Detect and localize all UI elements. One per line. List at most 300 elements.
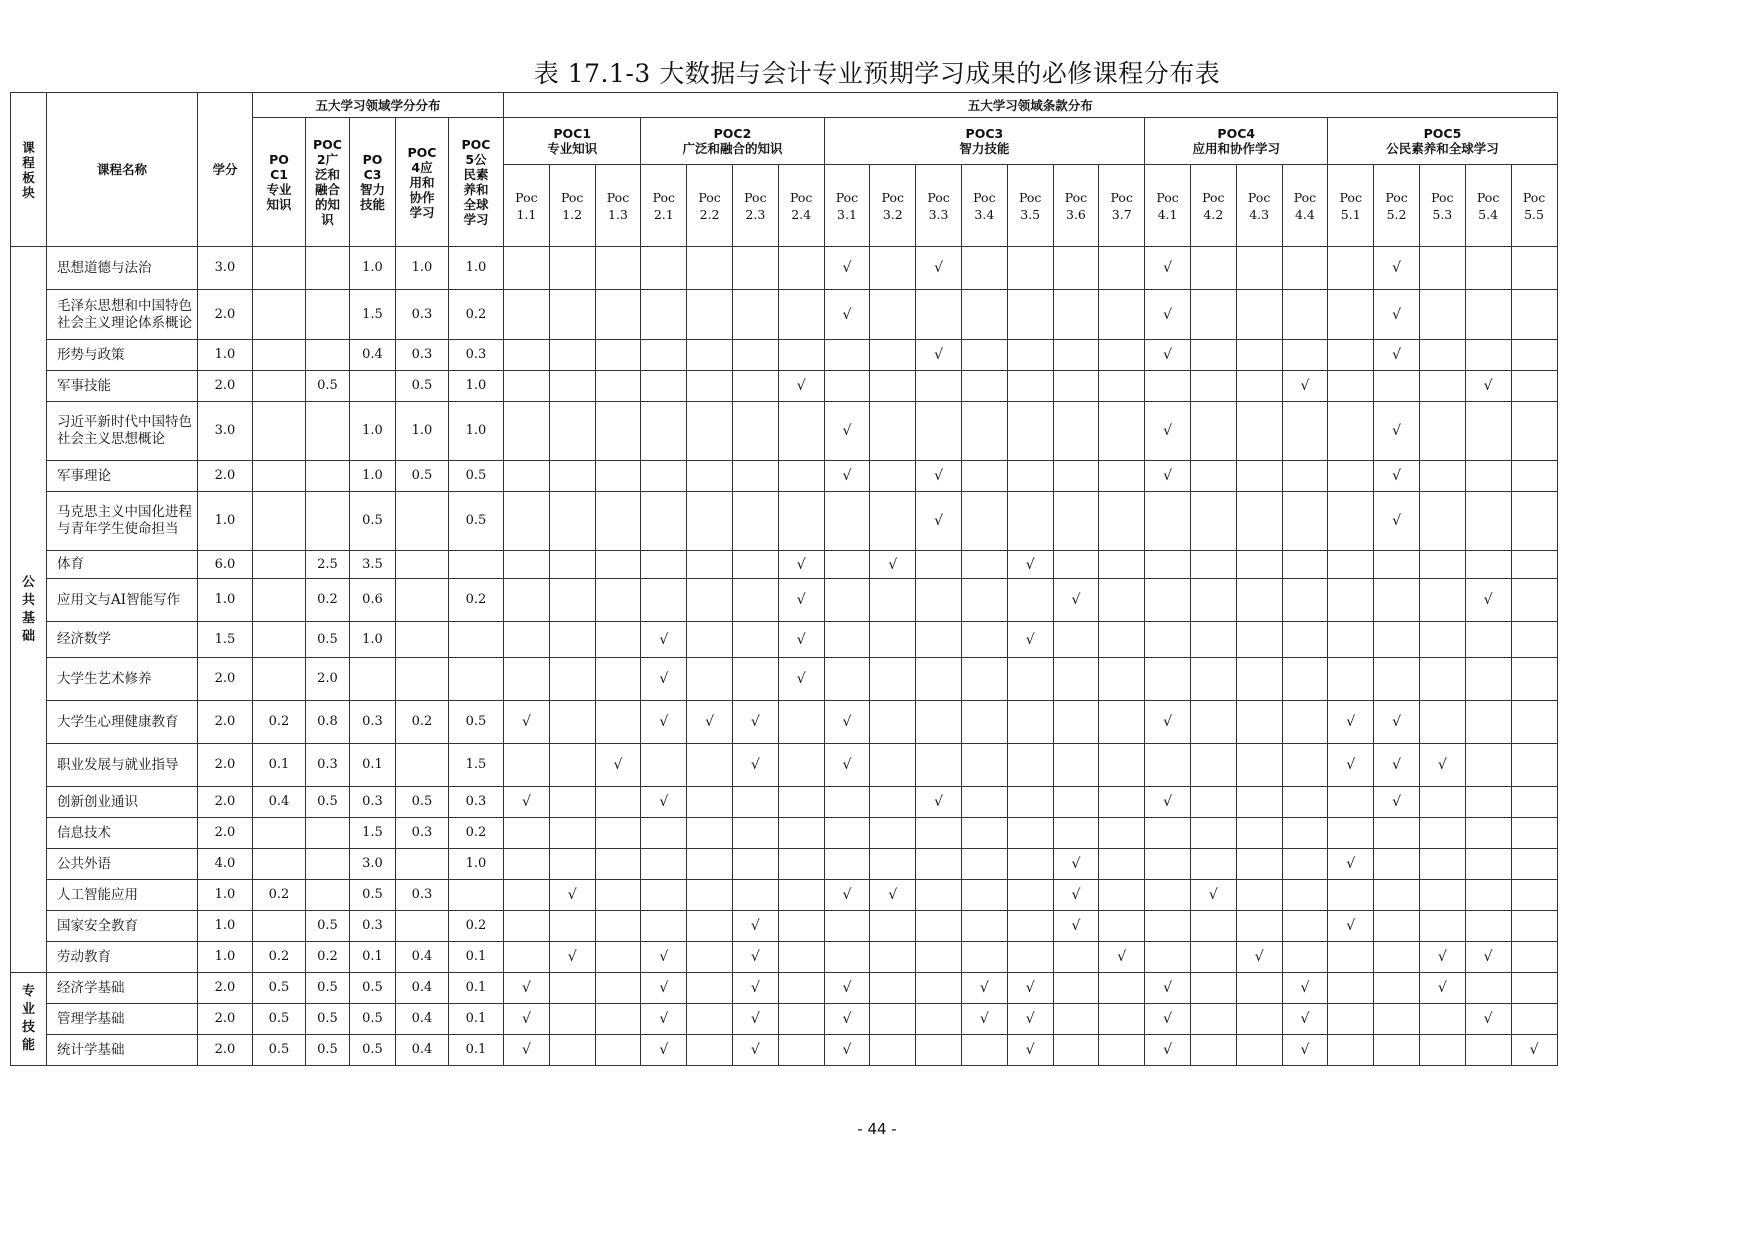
poc-check-cell — [824, 880, 870, 911]
poc-check-cell — [1190, 247, 1236, 290]
credit-dist-cell: 0.3 — [306, 744, 350, 787]
poc-check-cell — [1236, 247, 1282, 290]
poc-check-cell — [1007, 371, 1053, 402]
poc-check-cell — [824, 658, 870, 701]
course-name: 毛泽东思想和中国特色社会主义理论体系概论 — [47, 290, 198, 340]
poc-check-cell — [549, 340, 595, 371]
group-code: POC3 — [965, 126, 1004, 141]
credit-dist-cell: 0.5 — [396, 371, 449, 402]
group-name: 广泛和融合的知识 — [682, 141, 783, 156]
poc-check-cell — [641, 551, 687, 579]
credit-dist-cell: 3.5 — [350, 551, 396, 579]
credit-dist-cell — [253, 579, 306, 622]
check-mark: √ — [1392, 423, 1401, 439]
poc-check-cell — [1282, 492, 1328, 551]
poc-check-cell — [595, 402, 641, 461]
sub-label: Poc 2.2 — [698, 189, 721, 222]
poc-check-cell — [732, 911, 778, 942]
header-sub-poc-3-4 — [961, 165, 1007, 247]
header-sub-poc-4-1 — [1145, 165, 1191, 247]
poc-check-cell — [1511, 701, 1557, 744]
check-mark: √ — [1437, 949, 1447, 965]
course-block-label — [11, 973, 47, 1066]
check-mark: √ — [842, 757, 852, 773]
credit-dist-cell: 0.1 — [253, 744, 306, 787]
check-mark: √ — [842, 887, 852, 903]
poc-check-cell — [1053, 492, 1099, 551]
course-name: 习近平新时代中国特色社会主义思想概论 — [47, 402, 198, 461]
check-mark: √ — [1437, 757, 1447, 773]
poc-check-cell — [1328, 551, 1374, 579]
poc-check-cell — [916, 744, 962, 787]
poc-check-cell — [595, 849, 641, 880]
poc-check-cell — [961, 744, 1007, 787]
poc-check-cell — [1145, 744, 1191, 787]
check-mark: √ — [1025, 1011, 1035, 1027]
poc-check-cell — [1374, 787, 1420, 818]
poc-check-cell — [1419, 744, 1465, 787]
course-credit: 2.0 — [198, 701, 253, 744]
poc-check-cell — [1511, 492, 1557, 551]
poc-check-cell — [1465, 1004, 1511, 1035]
poc-check-cell — [1099, 942, 1145, 973]
poc-check-cell — [1282, 1035, 1328, 1066]
credit-dist-cell — [396, 911, 449, 942]
header-sub-poc-2-4 — [778, 165, 824, 247]
sub-label: Poc 3.5 — [1018, 189, 1042, 222]
poc-check-cell — [961, 880, 1007, 911]
credit-dist-cell: 0.3 — [396, 818, 449, 849]
poc-check-cell — [1099, 1004, 1145, 1035]
poc-check-cell — [549, 787, 595, 818]
poc-check-cell — [1465, 247, 1511, 290]
header-credits: 学分 — [198, 93, 253, 247]
sub-label: Poc 3.7 — [1110, 189, 1133, 222]
poc-check-cell — [687, 579, 733, 622]
table-row — [11, 1035, 1558, 1066]
table-row — [11, 787, 1558, 818]
credit-dist-cell: 0.2 — [253, 942, 306, 973]
poc-check-cell — [1145, 701, 1191, 744]
course-name: 管理学基础 — [47, 1004, 198, 1035]
poc-check-cell — [1145, 911, 1191, 942]
header-text: POC1专业知识 — [266, 152, 292, 212]
sub-label: Poc 3.4 — [973, 189, 996, 222]
poc-check-cell — [1282, 701, 1328, 744]
poc-check-cell — [1328, 622, 1374, 658]
poc-check-cell — [1099, 492, 1145, 551]
course-name: 马克思主义中国化进程与青年学生使命担当 — [47, 492, 198, 551]
poc-check-cell — [549, 579, 595, 622]
poc-check-cell — [1007, 461, 1053, 492]
poc-check-cell — [1190, 340, 1236, 371]
poc-check-cell — [549, 849, 595, 880]
poc-check-cell — [824, 744, 870, 787]
poc-check-cell — [1190, 942, 1236, 973]
credit-dist-cell: 1.0 — [396, 247, 449, 290]
check-mark: √ — [1392, 757, 1401, 773]
poc-check-cell — [824, 340, 870, 371]
poc-check-cell — [1236, 622, 1282, 658]
sub-label: Poc 1.2 — [560, 189, 584, 222]
poc-check-cell — [1053, 551, 1099, 579]
course-credit: 1.0 — [198, 911, 253, 942]
credit-dist-cell: 0.5 — [449, 461, 504, 492]
credit-dist-cell: 0.1 — [350, 744, 396, 787]
header-sub-poc-2-1 — [641, 165, 687, 247]
poc-check-cell — [961, 461, 1007, 492]
credit-dist-cell: 0.2 — [396, 701, 449, 744]
credit-dist-cell — [253, 492, 306, 551]
table-row — [11, 551, 1558, 579]
poc-check-cell — [504, 1004, 550, 1035]
sub-label: Poc 5.4 — [1476, 189, 1500, 222]
poc-check-cell — [1007, 1035, 1053, 1066]
poc-check-cell — [1099, 1035, 1145, 1066]
course-name: 体育 — [47, 551, 198, 579]
poc-check-cell — [1465, 1035, 1511, 1066]
poc-check-cell — [1007, 492, 1053, 551]
poc-check-cell — [732, 658, 778, 701]
poc-check-cell — [916, 658, 962, 701]
poc-check-cell — [961, 911, 1007, 942]
poc-check-cell — [1328, 461, 1374, 492]
poc-check-cell — [916, 1004, 962, 1035]
poc-check-cell — [1053, 787, 1099, 818]
poc-check-cell — [778, 942, 824, 973]
poc-check-cell — [1374, 1004, 1420, 1035]
poc-check-cell — [595, 787, 641, 818]
credit-dist-cell: 0.2 — [253, 701, 306, 744]
poc-check-cell — [961, 492, 1007, 551]
table-row — [11, 744, 1558, 787]
group-name: 公民素养和全球学习 — [1386, 141, 1499, 156]
check-mark: √ — [750, 1011, 760, 1027]
check-mark: √ — [659, 631, 669, 648]
header-sub-poc-5-5 — [1511, 165, 1557, 247]
poc-check-cell — [732, 818, 778, 849]
course-credit: 2.0 — [198, 787, 253, 818]
check-mark: √ — [659, 1011, 669, 1027]
sub-label: Poc 4.2 — [1202, 189, 1225, 222]
poc-check-cell — [1145, 551, 1191, 579]
poc-check-cell — [1053, 911, 1099, 942]
table-row — [11, 701, 1558, 744]
poc-check-cell — [1328, 973, 1374, 1004]
poc-check-cell — [549, 942, 595, 973]
poc-check-cell — [961, 818, 1007, 849]
poc-check-cell — [824, 1004, 870, 1035]
group-code: POC1 — [553, 126, 592, 141]
credit-dist-cell: 0.5 — [306, 622, 350, 658]
poc-check-cell — [504, 744, 550, 787]
poc-check-cell — [732, 701, 778, 744]
table-title: 表 17.1-3 大数据与会计专业预期学习成果的必修课程分布表 — [533, 59, 1221, 88]
table-row — [11, 973, 1558, 1004]
credit-dist-cell — [306, 340, 350, 371]
check-mark: √ — [1346, 714, 1356, 730]
poc-check-cell — [1099, 818, 1145, 849]
poc-check-cell — [1007, 658, 1053, 701]
poc-check-cell — [1374, 1035, 1420, 1066]
table-row — [11, 371, 1558, 402]
poc-check-cell — [687, 290, 733, 340]
credit-dist-cell: 0.5 — [350, 973, 396, 1004]
poc-check-cell — [1465, 579, 1511, 622]
poc-check-cell — [1190, 849, 1236, 880]
poc-check-cell — [1419, 492, 1465, 551]
poc-check-cell — [778, 818, 824, 849]
poc-check-cell — [1465, 402, 1511, 461]
credit-dist-cell — [396, 551, 449, 579]
poc-check-cell — [1099, 701, 1145, 744]
header-sub-poc-3-1 — [824, 165, 870, 247]
poc-check-cell — [595, 290, 641, 340]
poc-check-cell — [1190, 622, 1236, 658]
poc-check-cell — [870, 942, 916, 973]
header-sub-poc-3-2 — [870, 165, 916, 247]
course-name: 军事技能 — [47, 371, 198, 402]
poc-check-cell — [549, 492, 595, 551]
poc-check-cell — [1374, 371, 1420, 402]
poc-check-cell — [687, 247, 733, 290]
poc-check-cell — [1145, 818, 1191, 849]
credit-dist-cell — [306, 849, 350, 880]
poc-check-cell — [504, 622, 550, 658]
poc-check-cell — [1465, 290, 1511, 340]
credit-dist-cell — [396, 744, 449, 787]
poc-check-cell — [778, 461, 824, 492]
poc-check-cell — [778, 340, 824, 371]
poc-check-cell — [1007, 579, 1053, 622]
poc-check-cell — [504, 247, 550, 290]
poc-check-cell — [549, 551, 595, 579]
poc-check-cell — [1053, 247, 1099, 290]
credit-dist-cell — [350, 658, 396, 701]
poc-check-cell — [504, 461, 550, 492]
poc-check-cell — [1236, 551, 1282, 579]
course-credit: 1.0 — [198, 880, 253, 911]
check-mark: √ — [796, 556, 806, 573]
poc-check-cell — [549, 1004, 595, 1035]
check-mark: √ — [521, 794, 531, 810]
poc-check-cell — [824, 551, 870, 579]
poc-check-cell — [504, 787, 550, 818]
check-mark: √ — [521, 1011, 531, 1027]
poc-check-cell — [1190, 744, 1236, 787]
credit-dist-cell — [396, 849, 449, 880]
poc-check-cell — [1099, 551, 1145, 579]
poc-check-cell — [1236, 818, 1282, 849]
poc-check-cell — [1190, 658, 1236, 701]
poc-check-cell — [778, 911, 824, 942]
credit-dist-cell — [306, 818, 350, 849]
table-row — [11, 658, 1558, 701]
credit-dist-cell: 0.5 — [253, 1035, 306, 1066]
poc-check-cell — [732, 622, 778, 658]
course-name: 大学生艺术修养 — [47, 658, 198, 701]
poc-check-cell — [870, 880, 916, 911]
poc-check-cell — [824, 247, 870, 290]
check-mark: √ — [1254, 949, 1264, 965]
poc-check-cell — [870, 701, 916, 744]
table-row — [11, 461, 1558, 492]
credit-dist-cell: 0.5 — [396, 787, 449, 818]
poc-check-cell — [1465, 551, 1511, 579]
poc-check-cell — [687, 1004, 733, 1035]
credit-dist-cell — [253, 622, 306, 658]
credit-dist-cell: 1.0 — [350, 402, 396, 461]
table-row — [11, 579, 1558, 622]
check-mark: √ — [842, 468, 852, 484]
credit-dist-cell: 1.0 — [350, 622, 396, 658]
check-mark: √ — [1071, 592, 1081, 608]
poc-check-cell — [1236, 492, 1282, 551]
credit-dist-cell — [253, 247, 306, 290]
check-mark: √ — [842, 714, 852, 730]
check-mark: √ — [521, 714, 531, 730]
check-mark: √ — [659, 671, 669, 687]
poc-check-cell — [687, 402, 733, 461]
poc-check-cell — [1511, 658, 1557, 701]
poc-check-cell — [916, 402, 962, 461]
credit-dist-cell — [253, 818, 306, 849]
poc-check-cell — [870, 1004, 916, 1035]
poc-check-cell — [778, 579, 824, 622]
header-sub-poc-1-2 — [549, 165, 595, 247]
course-credit: 1.0 — [198, 340, 253, 371]
poc-check-cell — [1328, 849, 1374, 880]
header-group-poc3 — [824, 118, 1145, 165]
poc-check-cell — [549, 973, 595, 1004]
credit-dist-cell: 0.2 — [306, 579, 350, 622]
poc-check-cell — [1328, 290, 1374, 340]
credit-dist-cell: 0.5 — [350, 492, 396, 551]
sub-label: Poc 1.1 — [515, 189, 538, 222]
header-credit-col-poc4 — [396, 118, 449, 247]
credit-dist-cell — [306, 247, 350, 290]
poc-check-cell — [1190, 701, 1236, 744]
poc-check-cell — [778, 551, 824, 579]
poc-check-cell — [1236, 461, 1282, 492]
sub-label: Poc 3.6 — [1064, 189, 1088, 222]
check-mark: √ — [1300, 1011, 1310, 1027]
poc-check-cell — [1511, 402, 1557, 461]
credit-dist-cell — [253, 849, 306, 880]
poc-check-cell — [1099, 290, 1145, 340]
poc-check-cell — [1419, 340, 1465, 371]
header-sub-poc-2-3 — [732, 165, 778, 247]
poc-check-cell — [595, 579, 641, 622]
poc-check-cell — [1419, 402, 1465, 461]
poc-check-cell — [732, 1035, 778, 1066]
poc-check-cell — [732, 579, 778, 622]
credit-dist-cell: 1.0 — [350, 247, 396, 290]
poc-check-cell — [1053, 658, 1099, 701]
poc-check-cell — [870, 402, 916, 461]
poc-check-cell — [916, 290, 962, 340]
credit-dist-cell: 0.5 — [253, 1004, 306, 1035]
course-name: 公共外语 — [47, 849, 198, 880]
poc-check-cell — [778, 658, 824, 701]
poc-check-cell — [1419, 818, 1465, 849]
poc-check-cell — [1053, 942, 1099, 973]
poc-check-cell — [1465, 973, 1511, 1004]
table-row — [11, 1004, 1558, 1035]
poc-check-cell — [1328, 1004, 1374, 1035]
poc-check-cell — [778, 880, 824, 911]
check-mark: √ — [1071, 856, 1081, 872]
check-mark: √ — [1163, 306, 1173, 323]
header-text: POC4应用和协作学习 — [407, 144, 437, 220]
poc-check-cell — [1053, 402, 1099, 461]
table-row — [11, 290, 1558, 340]
poc-check-cell — [1236, 340, 1282, 371]
credit-dist-cell: 0.5 — [306, 911, 350, 942]
credit-dist-cell: 0.1 — [350, 942, 396, 973]
credit-dist-cell: 0.3 — [350, 787, 396, 818]
credit-dist-cell: 0.8 — [306, 701, 350, 744]
poc-check-cell — [961, 290, 1007, 340]
header-group-poc4 — [1145, 118, 1328, 165]
poc-check-cell — [916, 371, 962, 402]
page-number: - 44 - — [857, 1120, 897, 1138]
credit-dist-cell: 2.0 — [306, 658, 350, 701]
check-mark: √ — [659, 980, 669, 996]
poc-check-cell — [870, 492, 916, 551]
poc-check-cell — [1145, 973, 1191, 1004]
poc-check-cell — [1511, 290, 1557, 340]
poc-check-cell — [732, 1004, 778, 1035]
check-mark: √ — [979, 1011, 989, 1027]
course-credit: 2.0 — [198, 818, 253, 849]
poc-check-cell — [1099, 880, 1145, 911]
poc-check-cell — [870, 818, 916, 849]
sub-label: Poc 3.2 — [881, 189, 904, 222]
poc-check-cell — [1145, 787, 1191, 818]
poc-check-cell — [732, 492, 778, 551]
credit-dist-cell: 0.5 — [350, 1035, 396, 1066]
poc-check-cell — [1328, 340, 1374, 371]
poc-check-cell — [504, 290, 550, 340]
poc-check-cell — [504, 402, 550, 461]
check-mark: √ — [1300, 378, 1310, 394]
poc-check-cell — [824, 942, 870, 973]
check-mark: √ — [1529, 1042, 1539, 1058]
poc-check-cell — [1282, 787, 1328, 818]
check-mark: √ — [842, 1011, 852, 1027]
poc-check-cell — [870, 1035, 916, 1066]
check-mark: √ — [796, 592, 806, 608]
poc-check-cell — [549, 744, 595, 787]
poc-check-cell — [961, 1035, 1007, 1066]
poc-check-cell — [1007, 818, 1053, 849]
poc-check-cell — [961, 973, 1007, 1004]
check-mark: √ — [1392, 260, 1401, 276]
course-name: 统计学基础 — [47, 1035, 198, 1066]
poc-check-cell — [687, 942, 733, 973]
credit-dist-cell: 0.4 — [350, 340, 396, 371]
poc-check-cell — [1007, 290, 1053, 340]
poc-check-cell — [504, 492, 550, 551]
poc-check-cell — [549, 371, 595, 402]
poc-check-cell — [1053, 579, 1099, 622]
poc-check-cell — [595, 658, 641, 701]
poc-check-cell — [824, 402, 870, 461]
poc-check-cell — [1099, 744, 1145, 787]
poc-check-cell — [732, 461, 778, 492]
poc-check-cell — [641, 818, 687, 849]
